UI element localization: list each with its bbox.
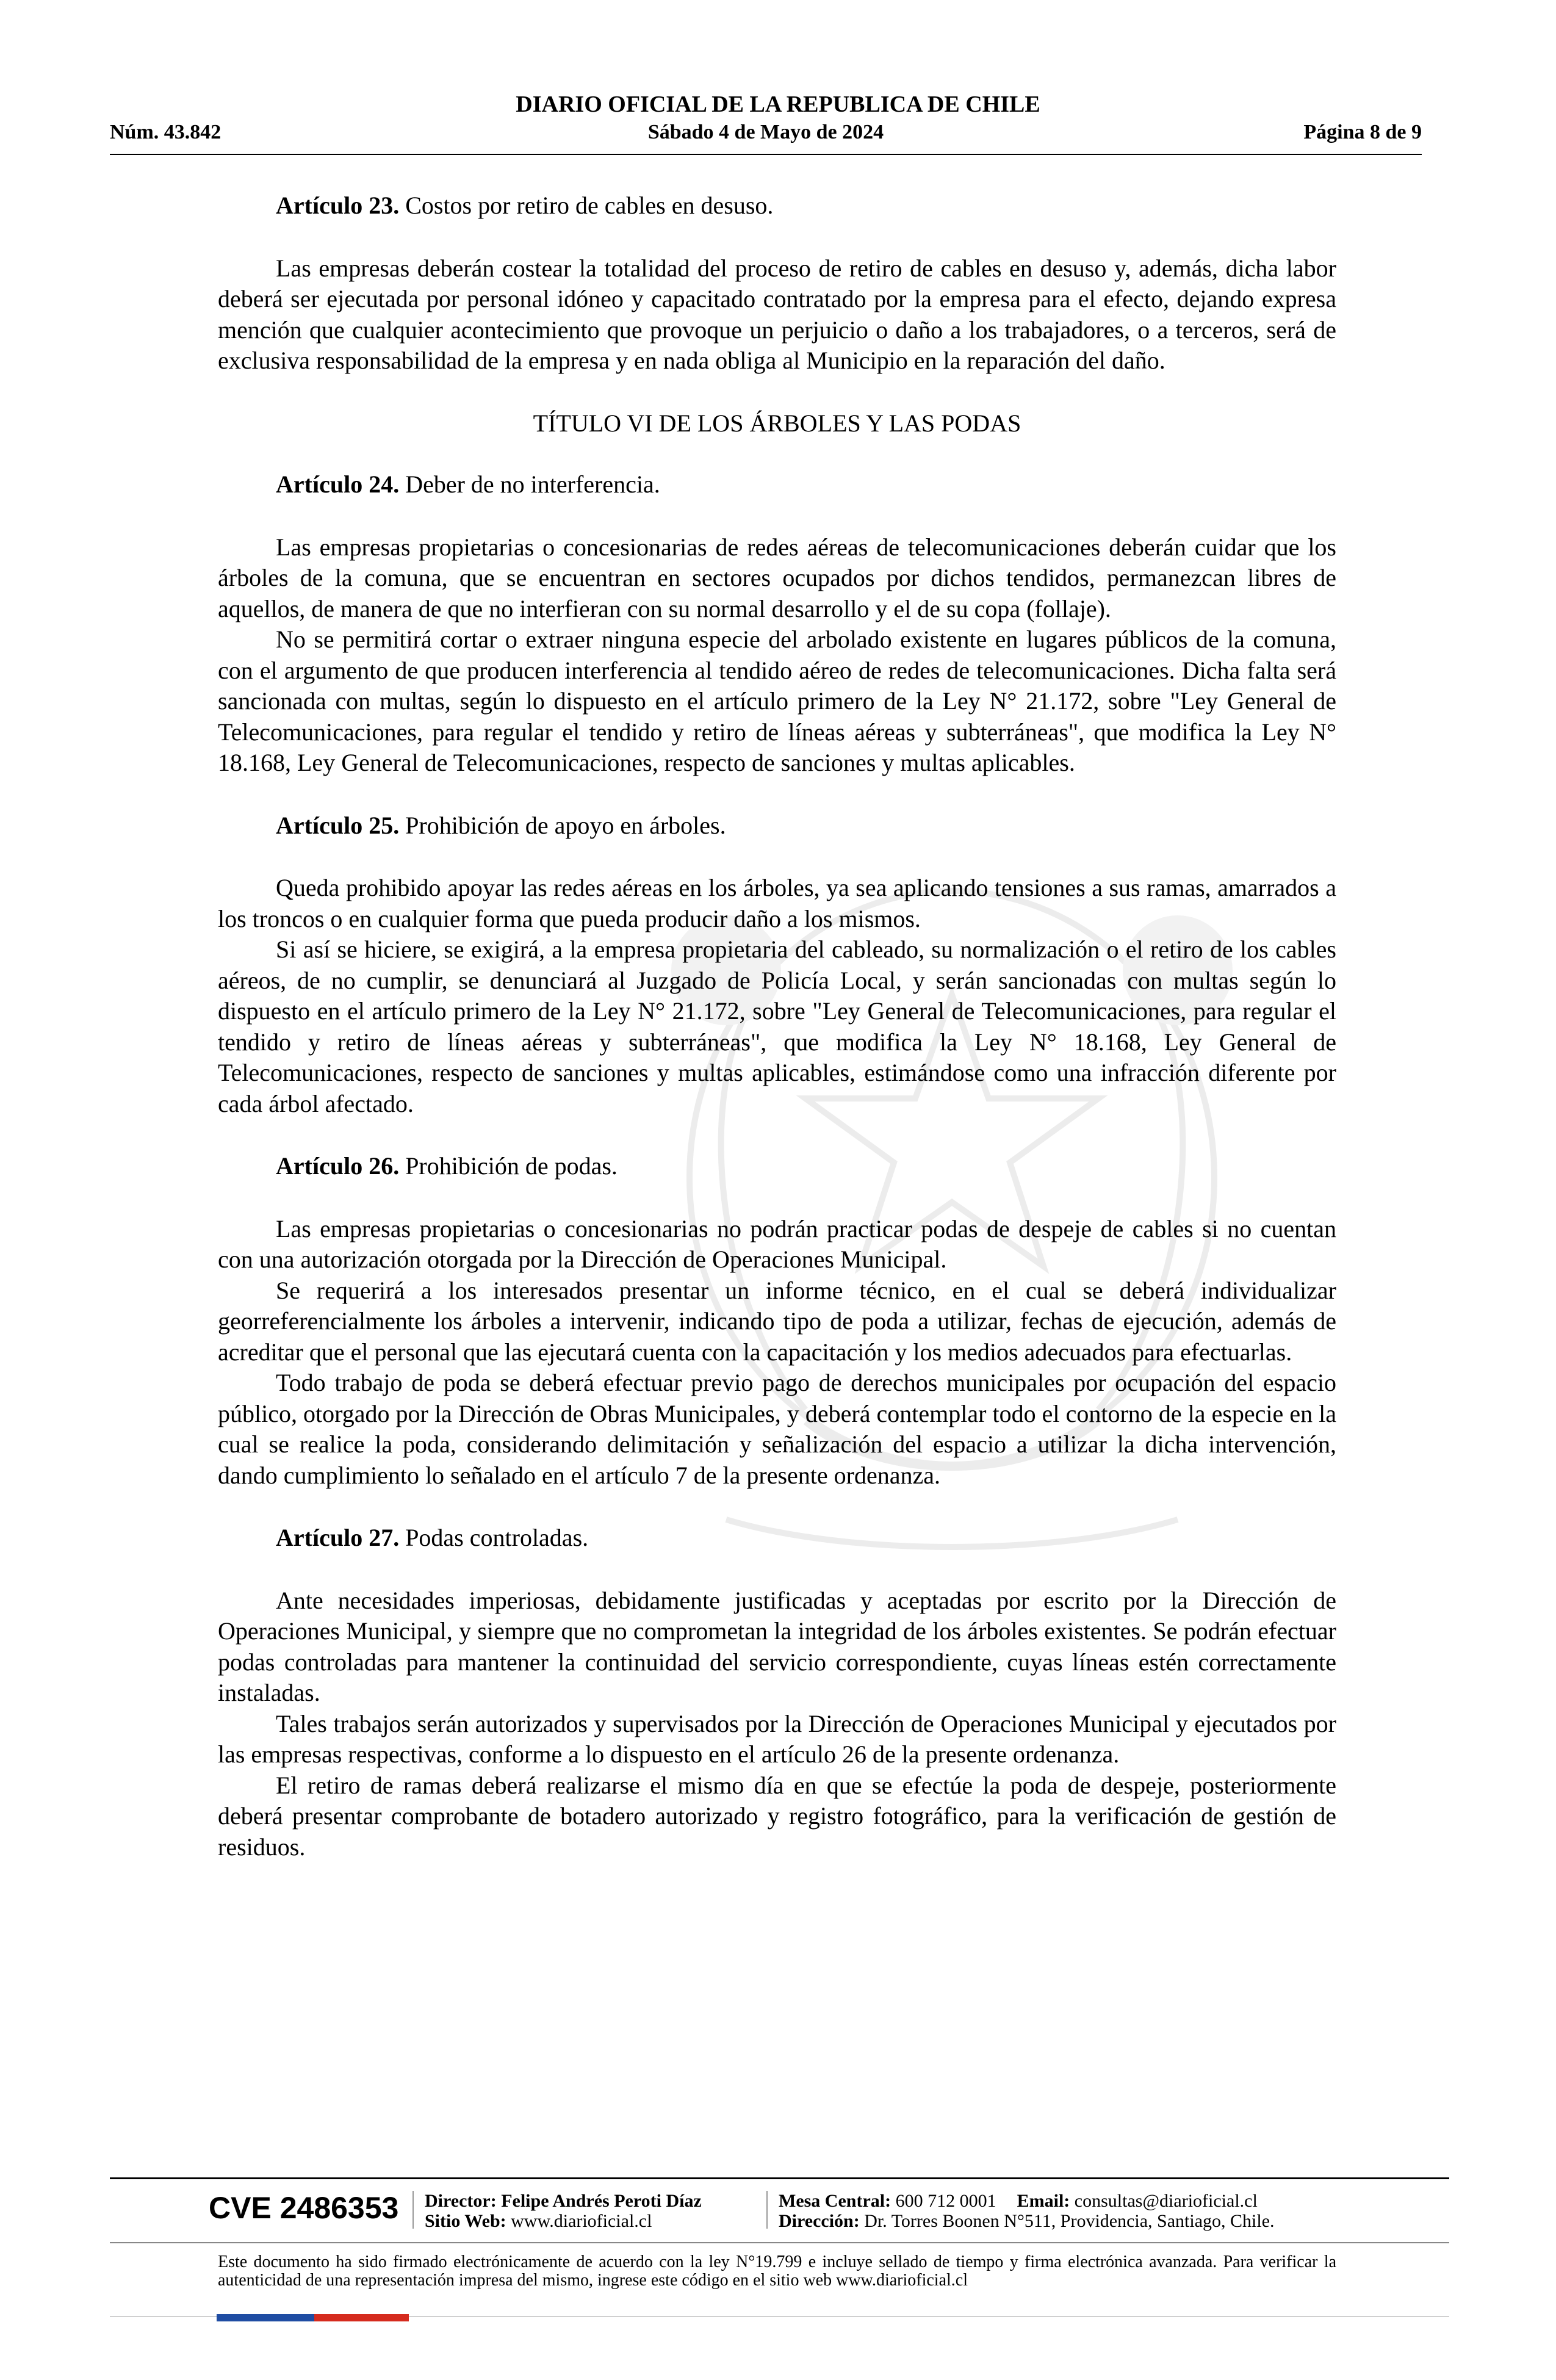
article-title: Prohibición de apoyo en árboles. <box>399 811 726 839</box>
director-label: Director: <box>425 2191 497 2211</box>
address-label: Dirección: <box>779 2211 860 2231</box>
paragraph: El retiro de ramas deberá realizarse el mismo día en que se efectúe la poda de despeje, posteriormente deberá presentar comprobante de botadero autorizado y registro fotográfico, para la verificación de gestión de residuos. <box>218 1771 1336 1861</box>
issue-number: Núm. 43.842 <box>110 121 222 143</box>
page-number: Página 8 de 9 <box>1303 121 1422 143</box>
email-label: Email: <box>1017 2191 1070 2211</box>
paragraph: Todo trabajo de poda se deberá efectuar previo pago de derechos municipales por ocupación del espacio público, otorgado por la Dirección de Obras Municipales, y deberá contemplar todo el contorno de la especie en la cual se realice la poda, considerando delimitación y señalización del espacio a utilizar la dicha intervención, dando cumplimiento lo señalado en el artículo 7 de la presente ordenanza. <box>218 1369 1336 1489</box>
article-label: Artículo 26. <box>276 1152 400 1180</box>
cve-code: CVE 2486353 <box>209 2191 399 2225</box>
article-26-heading <box>218 1151 1336 1182</box>
signature-note: Este documento ha sido firmado electrónicamente de acuerdo con la ley N°19.799 e incluye sellado de tiempo y firma electrónica avanzada. Para verificar la autenticidad de una representación impresa del mismo, ingrese este código en el sitio web www.diarioficial.cl <box>218 2252 1336 2290</box>
article-label: Artículo 25. <box>276 811 400 839</box>
issue-date: Sábado 4 de Mayo de 2024 <box>647 121 884 143</box>
email-link[interactable]: consultas@diarioficial.cl <box>1070 2191 1258 2211</box>
article-title: Costos por retiro de cables en desuso. <box>399 192 774 219</box>
paragraph: Ante necesidades imperiosas, debidamente justificadas y aceptadas por escrito por la Dirección de Operaciones Municipal, y siempre que no comprometan la integridad de los árboles existentes. Se podrán efectuar podas controladas para mantener la continuidad del servicio correspondiente, cuyas líneas estén correctamente instaladas. <box>218 1586 1336 1706</box>
paragraph: Queda prohibido apoyar las redes aéreas en los árboles, ya sea aplicando tensiones a sus ramas, amarrados a los troncos o en cualquier forma que pueda producir daño a los mismos. <box>218 874 1336 932</box>
flag-stripe-red <box>314 2314 409 2321</box>
footer-separator <box>412 2191 414 2229</box>
section-title: TÍTULO VI DE LOS ÁRBOLES Y LAS PODAS <box>533 409 1021 437</box>
gazette-title: DIARIO OFICIAL DE LA REPUBLICA DE CHILE <box>516 92 1040 117</box>
footer-separator <box>766 2191 768 2229</box>
site-label: Sitio Web: <box>425 2211 506 2231</box>
paragraph: Las empresas propietarias o concesionarias no podrán practicar podas de despeje de cables si no cuentan con una autorización otorgada por la Dirección de Operaciones Municipal. <box>218 1214 1336 1273</box>
article-25-heading <box>218 810 1336 842</box>
paragraph: Tales trabajos serán autorizados y supervisados por la Dirección de Operaciones Municipal y ejecutados por las empresas respectivas, conforme a lo dispuesto en el artículo 26 de la presente ordenanza. <box>218 1709 1336 1768</box>
document-body <box>218 190 1336 1863</box>
footer-divider-2 <box>110 2242 1449 2243</box>
article-label: Artículo 27. <box>276 1524 400 1551</box>
paragraph: Las empresas deberán costear la totalidad del proceso de retiro de cables en desuso y, además, dicha labor deberá ser ejecutada por personal idóneo y capacitado contratado por la empresa para el efecto, dejando expresa mención que cualquier acontecimiento que provoque un perjuicio o daño a los trabajadores, o a terceros, será de exclusiva responsabilidad de la empresa y en nada obliga al Municipio en la reparación del daño. <box>218 254 1336 374</box>
paragraph: No se permitirá cortar o extraer ninguna especie del arbolado existente en lugares públicos de la comuna, con el argumento de que producen interferencia al tendido aéreo de redes de telecomunicaciones. Dicha falta será sancionada con multas, según lo dispuesto en el artículo primero de la Ley N° 21.172, sobre "Ley General de Telecomunicaciones, para regular el tendido y retiro de líneas aéreas y subterráneas", que modifica la Ley N° 18.168, Ley General de Telecomunicaciones, respecto de sanciones y multas aplicables. <box>218 626 1336 776</box>
footer-divider <box>110 2177 1449 2179</box>
article-label: Artículo 23. <box>276 192 400 219</box>
footer-contact-block <box>779 2191 1275 2231</box>
footer-director-block <box>425 2191 702 2231</box>
article-23-heading <box>218 190 1336 222</box>
site-link[interactable]: www.diarioficial.cl <box>506 2211 652 2231</box>
director-name: Felipe Andrés Peroti Díaz <box>496 2191 702 2211</box>
address-value: Dr. Torres Boonen N°511, Providencia, Santiago, Chile. <box>859 2211 1275 2231</box>
mesa-label: Mesa Central: <box>779 2191 891 2211</box>
flag-stripe-blue <box>217 2314 314 2321</box>
article-label: Artículo 24. <box>276 471 400 498</box>
article-title: Podas controladas. <box>399 1524 589 1551</box>
paragraph: Si así se hiciere, se exigirá, a la empresa propietaria del cableado, su normalización o el retiro de los cables aéreos, de no cumplir, se denunciará al Juzgado de Policía Local, y serán sancionadas con multas según lo dispuesto en el artículo primero de la Ley N° 21.172, sobre "Ley General de Telecomunicaciones, para regular el tendido y retiro de líneas aéreas y subterráneas", que modifica la Ley N° 18.168, Ley General de Telecomunicaciones, respecto de sanciones y multas aplicables, estimándose como una infracción diferente por cada árbol afectado. <box>218 936 1336 1117</box>
article-24-heading <box>218 469 1336 500</box>
article-title: Prohibición de podas. <box>399 1152 618 1180</box>
paragraph: Se requerirá a los interesados presentar un informe técnico, en el cual se deberá individualizar georreferencialmente los árboles a intervenir, indicando tipo de poda a utilizar, fechas de ejecución, además de acreditar que el personal que las ejecutará cuenta con la capacitación y los medios adecuados para efectuarlas. <box>218 1276 1336 1366</box>
mesa-phone: 600 712 0001 <box>891 2191 996 2211</box>
article-title: Deber de no interferencia. <box>399 471 660 498</box>
paragraph: Las empresas propietarias o concesionarias de redes aéreas de telecomunicaciones deberán cuidar que los árboles de la comuna, que se encuentran en sectores ocupados por dichos tendidos, permanezcan libres de aquellos, de manera de que no interfieran con su normal desarrollo y el de su copa (follaje). <box>218 533 1336 622</box>
header-divider <box>110 154 1422 155</box>
article-27-heading <box>218 1523 1336 1554</box>
